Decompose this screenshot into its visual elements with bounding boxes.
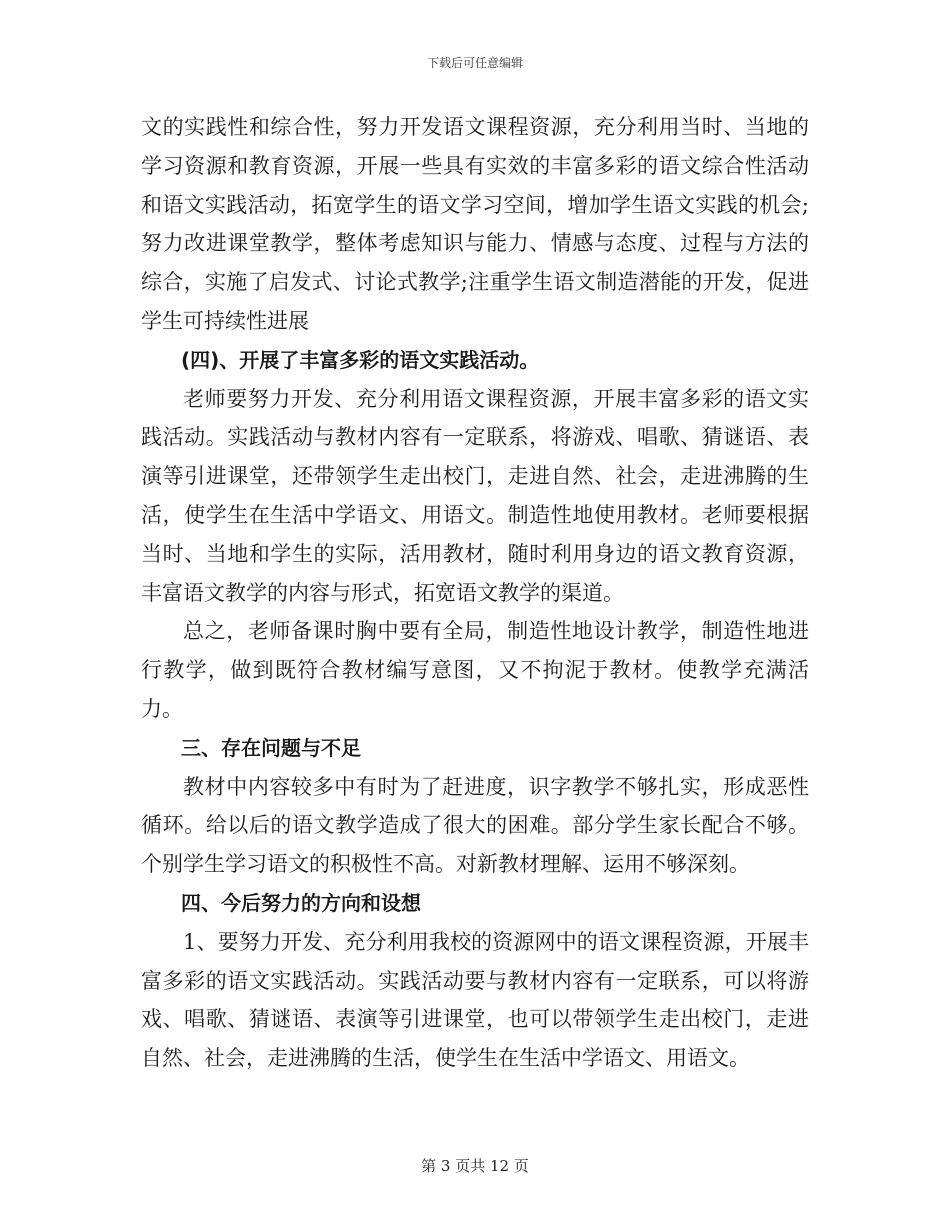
section-heading-4: (四)、开展了丰富多彩的语文实践活动。 [181, 347, 540, 372]
paragraph-future-plan-1: 1、要努力开发、充分利用我校的资源网中的语文课程资源，开展丰富多彩的语文实践活动。实践活动要与教材内容有一定联系，可以将游戏、唱歌、猜谜语、表演等引进课堂，也可以带领学生走出校门，走进自然、社会，走进沸腾的生活，使学生在生活中学语文、用语文。 [141, 929, 809, 1071]
paragraph-practice-activities: 老师要努力开发、充分利用语文课程资源，开展丰富多彩的语文实践活动。实践活动与教材内容有一定联系，将游戏、唱歌、猜谜语、表演等引进课堂，还带领学生走出校门，走进自然、社会，走进沸腾的生活，使学生在生活中学语文、用语文。制造性地使用教材。老师要根据当时、当地和学生的实际，活用教材，随时利用身边的语文教育资源，丰富语文教学的内容与形式，拓宽语文教学的渠道。 [141, 386, 809, 605]
section-heading-problems: 三、存在问题与不足 [181, 735, 361, 760]
paragraph-continued: 文的实践性和综合性，努力开发语文课程资源，充分利用当时、当地的学习资源和教育资源，开展一些具有实效的丰富多彩的语文综合性活动和语文实践活动，拓宽学生的语文学习空间，增加学生语文实践的机会;努力改进课堂教学，整体考虑知识与能力、情感与态度、过程与方法的综合，实施了启发式、讨论式教学;注重学生语文制造潜能的开发，促进学生可持续性进展 [141, 115, 809, 333]
page-number: 第 3 页共 12 页 [421, 1157, 529, 1175]
section-heading-future: 四、今后努力的方向和设想 [181, 890, 421, 915]
document-body [141, 108, 809, 1078]
paragraph-problems: 教材中内容较多中有时为了赶进度，识字教学不够扎实，形成恶性循环。给以后的语文教学造成了很大的困难。部分学生家长配合不够。个别学生学习语文的积极性不高。对新教材理解、运用不够深刻。 [141, 774, 809, 877]
page-header: 下载后可任意编辑 [426, 56, 523, 70]
paragraph-summary: 总之，老师备课时胸中要有全局，制造性地设计教学，制造性地进行教学，做到既符合教材编写意图，又不拘泥于教材。使教学充满活力。 [141, 619, 809, 721]
